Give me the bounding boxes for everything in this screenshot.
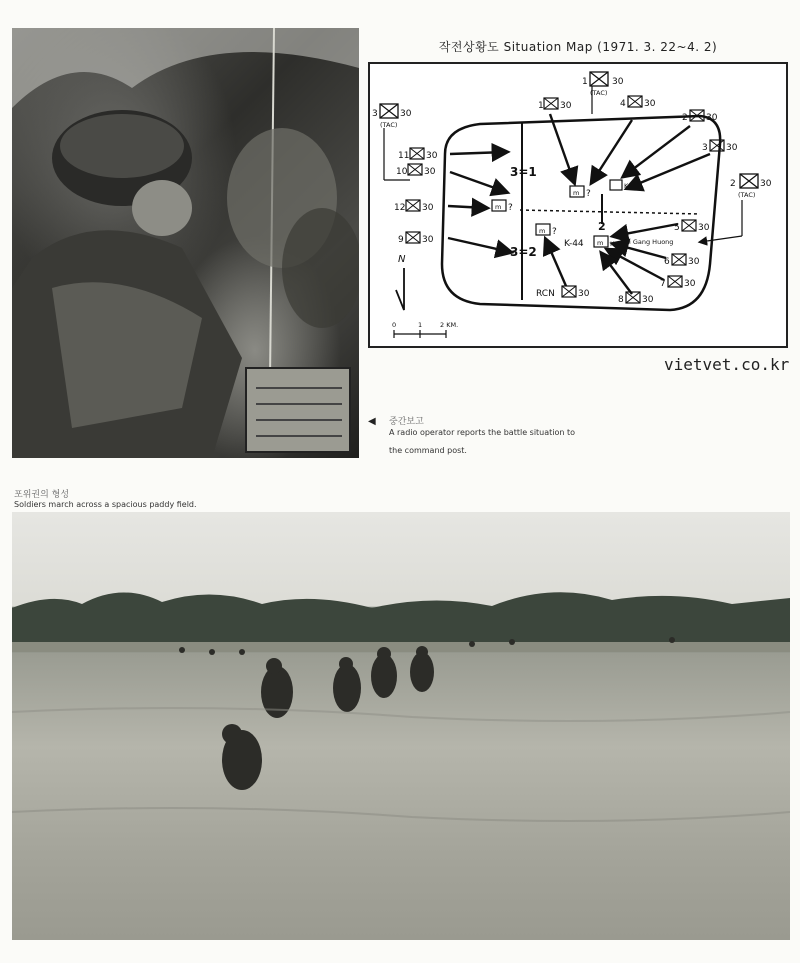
caption-top-korean: 중간보고 <box>389 417 424 427</box>
enemy-position-k44 <box>564 236 621 249</box>
situation-map-drawing <box>370 64 786 346</box>
svg-text:2: 2 <box>682 113 688 123</box>
enemy-position <box>570 186 591 199</box>
caption-top-line1: A radio operator reports the battle situation to <box>389 428 576 437</box>
svg-text:30: 30 <box>760 179 772 189</box>
unit-marker-10 <box>396 164 436 177</box>
unit-marker-1 <box>538 98 572 111</box>
svg-text:?: ? <box>586 189 591 199</box>
svg-text:m: m <box>597 239 604 247</box>
unit-marker-7 <box>660 276 696 289</box>
paddy-field-photo <box>12 512 790 940</box>
enemy-position <box>492 200 513 213</box>
unit-marker-12 <box>394 200 434 213</box>
svg-text:m: m <box>573 189 580 197</box>
watermark: vietvet.co.kr <box>664 355 790 374</box>
svg-text:30: 30 <box>578 289 590 299</box>
attack-arrows <box>448 114 710 294</box>
unit-marker-rcn <box>536 286 590 299</box>
situation-map <box>368 62 788 348</box>
sector-label-2: 2 <box>598 220 606 233</box>
unit-marker-11 <box>398 148 438 161</box>
svg-text:10: 10 <box>396 167 408 177</box>
svg-text:11: 11 <box>398 151 410 161</box>
location-label: Nui Gang Huong <box>620 238 674 246</box>
svg-text:(TAC): (TAC) <box>590 89 608 97</box>
svg-text:30: 30 <box>642 295 654 305</box>
svg-text:30: 30 <box>698 223 710 233</box>
sector-label-3-1: 3=1 <box>510 165 537 179</box>
radio-operator-illustration <box>12 28 359 458</box>
svg-text:(TAC): (TAC) <box>380 121 398 129</box>
svg-text:1: 1 <box>582 77 588 87</box>
caption-pointer-icon: ◀ <box>368 416 376 427</box>
svg-text:7: 7 <box>660 279 666 289</box>
radio-operator-photo <box>12 28 359 458</box>
enemy-position <box>610 180 635 190</box>
svg-text:2 KM.: 2 KM. <box>440 321 459 329</box>
unit-marker-5 <box>674 220 710 233</box>
svg-text:4: 4 <box>620 99 626 109</box>
svg-text:m: m <box>539 227 546 235</box>
svg-text:30: 30 <box>422 235 434 245</box>
unit-marker-2-tac <box>700 174 772 242</box>
svg-text:12: 12 <box>394 203 406 213</box>
caption-bottom-english: Soldiers march across a spacious paddy field. <box>14 500 197 509</box>
svg-text:30: 30 <box>644 99 656 109</box>
svg-text:1: 1 <box>418 321 423 329</box>
svg-text:30: 30 <box>426 151 438 161</box>
svg-text:K/H: K/H <box>624 182 636 190</box>
paddy-field-illustration <box>12 512 790 940</box>
svg-text:5: 5 <box>674 223 680 233</box>
svg-text:30: 30 <box>612 77 624 87</box>
north-arrow <box>396 254 406 310</box>
unit-marker-8 <box>618 292 654 305</box>
svg-text:9: 9 <box>398 235 404 245</box>
svg-text:?: ? <box>552 227 557 237</box>
svg-text:m: m <box>495 203 502 211</box>
svg-text:30: 30 <box>726 143 738 153</box>
svg-text:30: 30 <box>688 257 700 267</box>
unit-marker-4 <box>620 96 656 109</box>
enemy-position <box>536 224 557 237</box>
svg-text:N: N <box>398 254 406 265</box>
svg-text:RCN: RCN <box>536 289 555 299</box>
svg-text:30: 30 <box>424 167 436 177</box>
svg-text:2: 2 <box>730 179 736 189</box>
svg-text:30: 30 <box>422 203 434 213</box>
svg-text:K-44: K-44 <box>564 239 584 249</box>
svg-text:6: 6 <box>664 257 670 267</box>
svg-text:K/H: K/H <box>610 240 622 248</box>
division-line <box>520 210 700 214</box>
svg-text:30: 30 <box>706 113 718 123</box>
svg-text:30: 30 <box>400 109 412 119</box>
svg-text:?: ? <box>508 203 513 213</box>
svg-text:30: 30 <box>684 279 696 289</box>
svg-text:3: 3 <box>372 109 378 119</box>
unit-marker-9 <box>398 232 434 245</box>
map-title: 작전상황도 Situation Map (1971. 3. 22~4. 2) <box>438 40 718 54</box>
svg-text:8: 8 <box>618 295 624 305</box>
svg-text:3: 3 <box>702 143 708 153</box>
scale-bar <box>392 321 458 338</box>
sector-label-3-2: 3=2 <box>510 245 537 259</box>
caption-top-line2: the command post. <box>389 446 467 455</box>
unit-marker-1-tac <box>582 72 624 114</box>
svg-text:0: 0 <box>392 321 397 329</box>
svg-text:1: 1 <box>538 101 544 111</box>
unit-marker-6 <box>664 254 700 267</box>
caption-bottom-korean: 포위권의 형성 <box>14 490 70 500</box>
svg-text:(TAC): (TAC) <box>738 191 756 199</box>
svg-text:30: 30 <box>560 101 572 111</box>
